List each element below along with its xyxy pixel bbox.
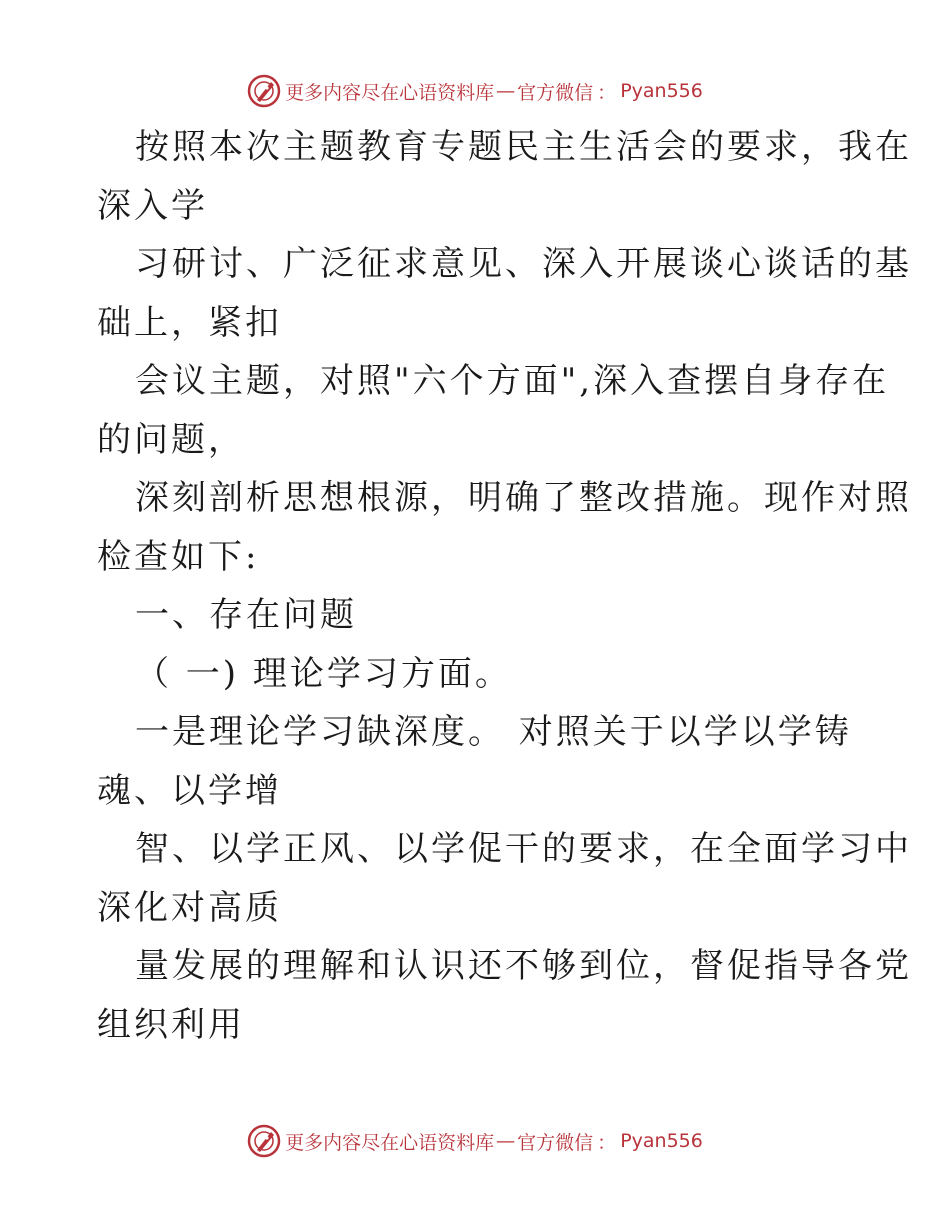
section-heading: 一、存在问题: [135, 595, 357, 635]
banner-separator: ：: [597, 1131, 617, 1154]
footer-watermark-banner: [0, 1123, 950, 1159]
header-watermark-banner: [0, 73, 950, 109]
paragraph-line: 按照本次主题教育专题民主生活会的要求，我在: [135, 127, 912, 167]
wechat-id: Pyan556: [620, 1130, 703, 1152]
banner-text: 更多内容尽在心语资料库: [285, 81, 495, 104]
paragraph-line: 组织利用: [97, 1004, 245, 1045]
subsection-heading: （ 一) 理论学习方面。: [135, 653, 512, 694]
wechat-id: Pyan556: [620, 80, 703, 102]
paragraph-line: 智、以学正风、以学促干的要求，在全面学习中: [135, 829, 912, 869]
paragraph-line: 习研讨、广泛征求意见、深入开展谈心谈话的基: [135, 244, 912, 284]
banner-separator: ：: [597, 81, 617, 104]
wechat-label: 官方微信: [517, 81, 594, 104]
banner-dash: —: [496, 1130, 516, 1152]
paragraph-line: 魂、以学增: [97, 770, 282, 811]
paragraph-line: 础上，紧扣: [97, 302, 282, 343]
paragraph-line: 的问题，: [97, 419, 245, 460]
paragraph-line: 深刻剖析思想根源，明确了整改措施。现作对照: [135, 478, 912, 518]
document-body: [97, 118, 912, 1054]
banner-text: 更多内容尽在心语资料库: [285, 1131, 495, 1154]
pen-nib-logo-icon: [247, 1124, 281, 1158]
banner-dash: —: [496, 80, 516, 102]
paragraph-line: 会议主题，对照"六个方面",深入查摆自身存在: [135, 361, 890, 401]
paragraph-line: 一是理论学习缺深度。 对照关于以学以学铸: [135, 712, 852, 752]
wechat-label: 官方微信: [517, 1131, 594, 1154]
paragraph-line: 深入学: [97, 185, 208, 226]
paragraph-line: 检查如下:: [97, 536, 260, 577]
paragraph-line: 深化对高质: [97, 887, 282, 928]
paragraph-line: 量发展的理解和认识还不够到位，督促指导各党: [135, 946, 912, 986]
pen-nib-logo-icon: [247, 74, 281, 108]
